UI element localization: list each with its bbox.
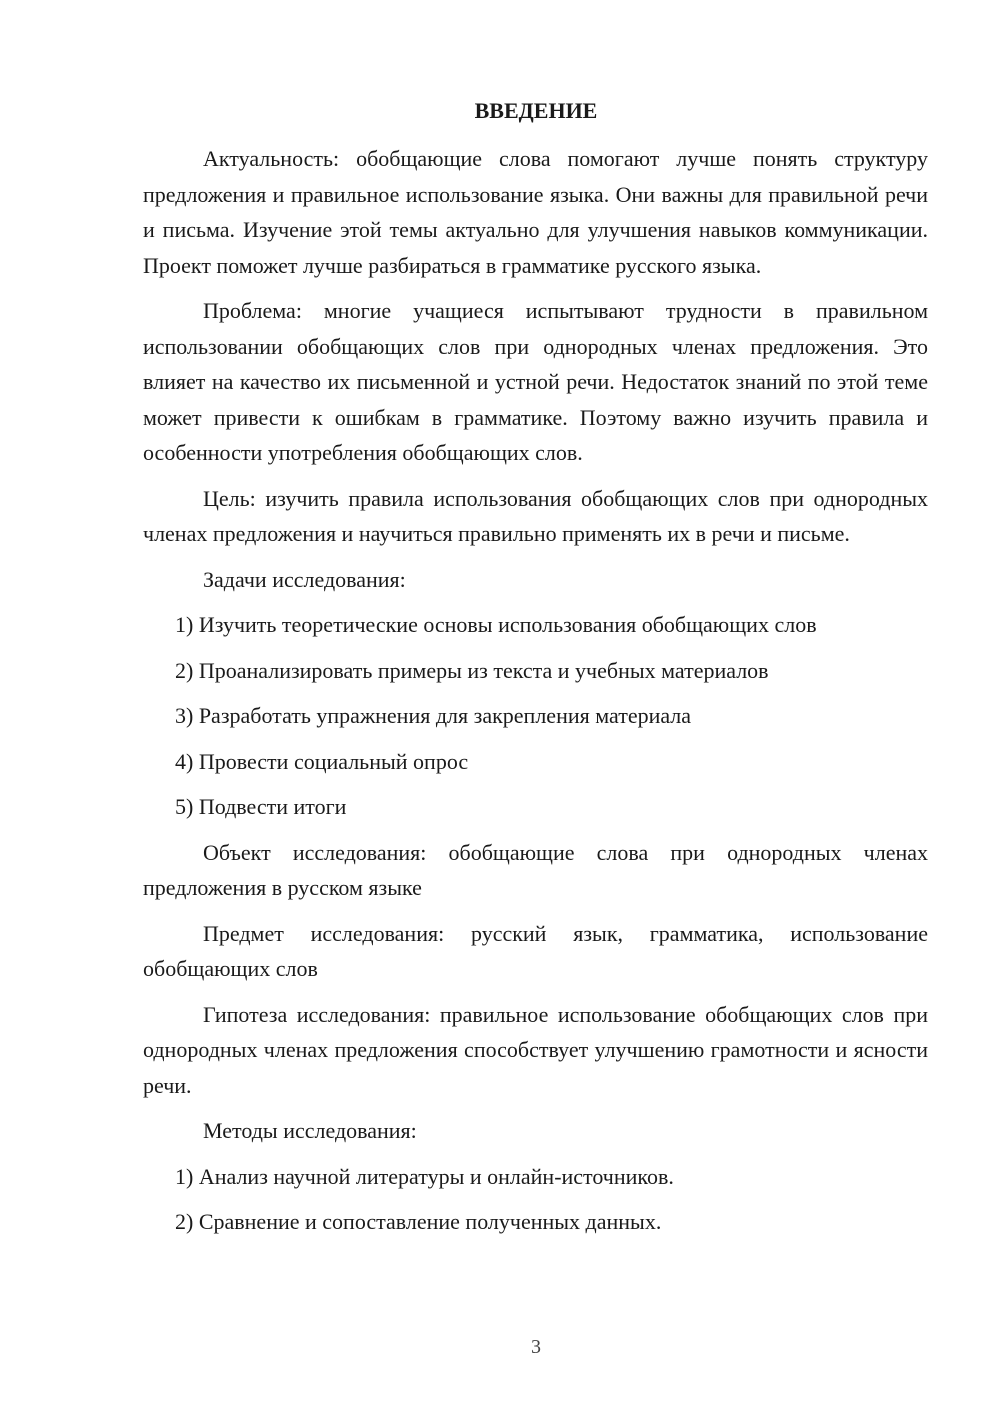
subject-paragraph: Предмет исследования: русский язык, грамматика, использование обобщающих слов <box>143 920 928 981</box>
task-item: 1) Изучить теоретические основы использования обобщающих слов <box>175 612 817 637</box>
page-number: 3 <box>531 1336 541 1358</box>
task-item: 5) Подвести итоги <box>175 794 347 819</box>
object-paragraph: Объект исследования: обобщающие слова при однородных членах предложения в русском языке <box>143 839 928 900</box>
methods-title: Методы исследования: <box>203 1118 417 1143</box>
tasks-title: Задачи исследования: <box>203 566 406 592</box>
problem-paragraph: Проблема: многие учащиеся испытывают трудности в правильном использовании обобщающих слов при однородных членах предложения. Это влияет на качество их письменной и устной речи. Недостаток знаний по этой теме может привести к ошибкам в грамматике. Поэтому важно изучить правила и особенности употребления обобщающих слов. <box>143 298 928 465</box>
method-item: 1) Анализ научной литературы и онлайн-источников. <box>175 1163 674 1189</box>
task-item: 3) Разработать упражнения для закрепления материала <box>175 703 692 728</box>
task-item: 2) Проанализировать примеры из текста и учебных материалов <box>175 657 769 683</box>
method-item: 2) Сравнение и сопоставление полученных данных. <box>175 1209 662 1234</box>
hypothesis-paragraph: Гипотеза исследования: правильное использование обобщающих слов при однородных членах предложения способствует улучшению грамотности и ясности речи. <box>143 1001 928 1098</box>
relevance-paragraph: Актуальность: обобщающие слова помогают лучше понять структуру предложения и правильное использование языка. Они важны для правильной речи и письма. Изучение этой темы актуально для улучшения навыков коммуникации. Проект поможет лучше разбираться в грамматике русского языка. <box>143 146 928 278</box>
task-item: 4) Провести социальный опрос <box>175 748 469 774</box>
goal-paragraph: Цель: изучить правила использования обобщающих слов при однородных членах предложения и научиться правильно применять их в речи и письме. <box>143 485 928 546</box>
document-body <box>143 141 928 1250</box>
page-title: ВВЕДЕНИЕ <box>474 98 598 123</box>
